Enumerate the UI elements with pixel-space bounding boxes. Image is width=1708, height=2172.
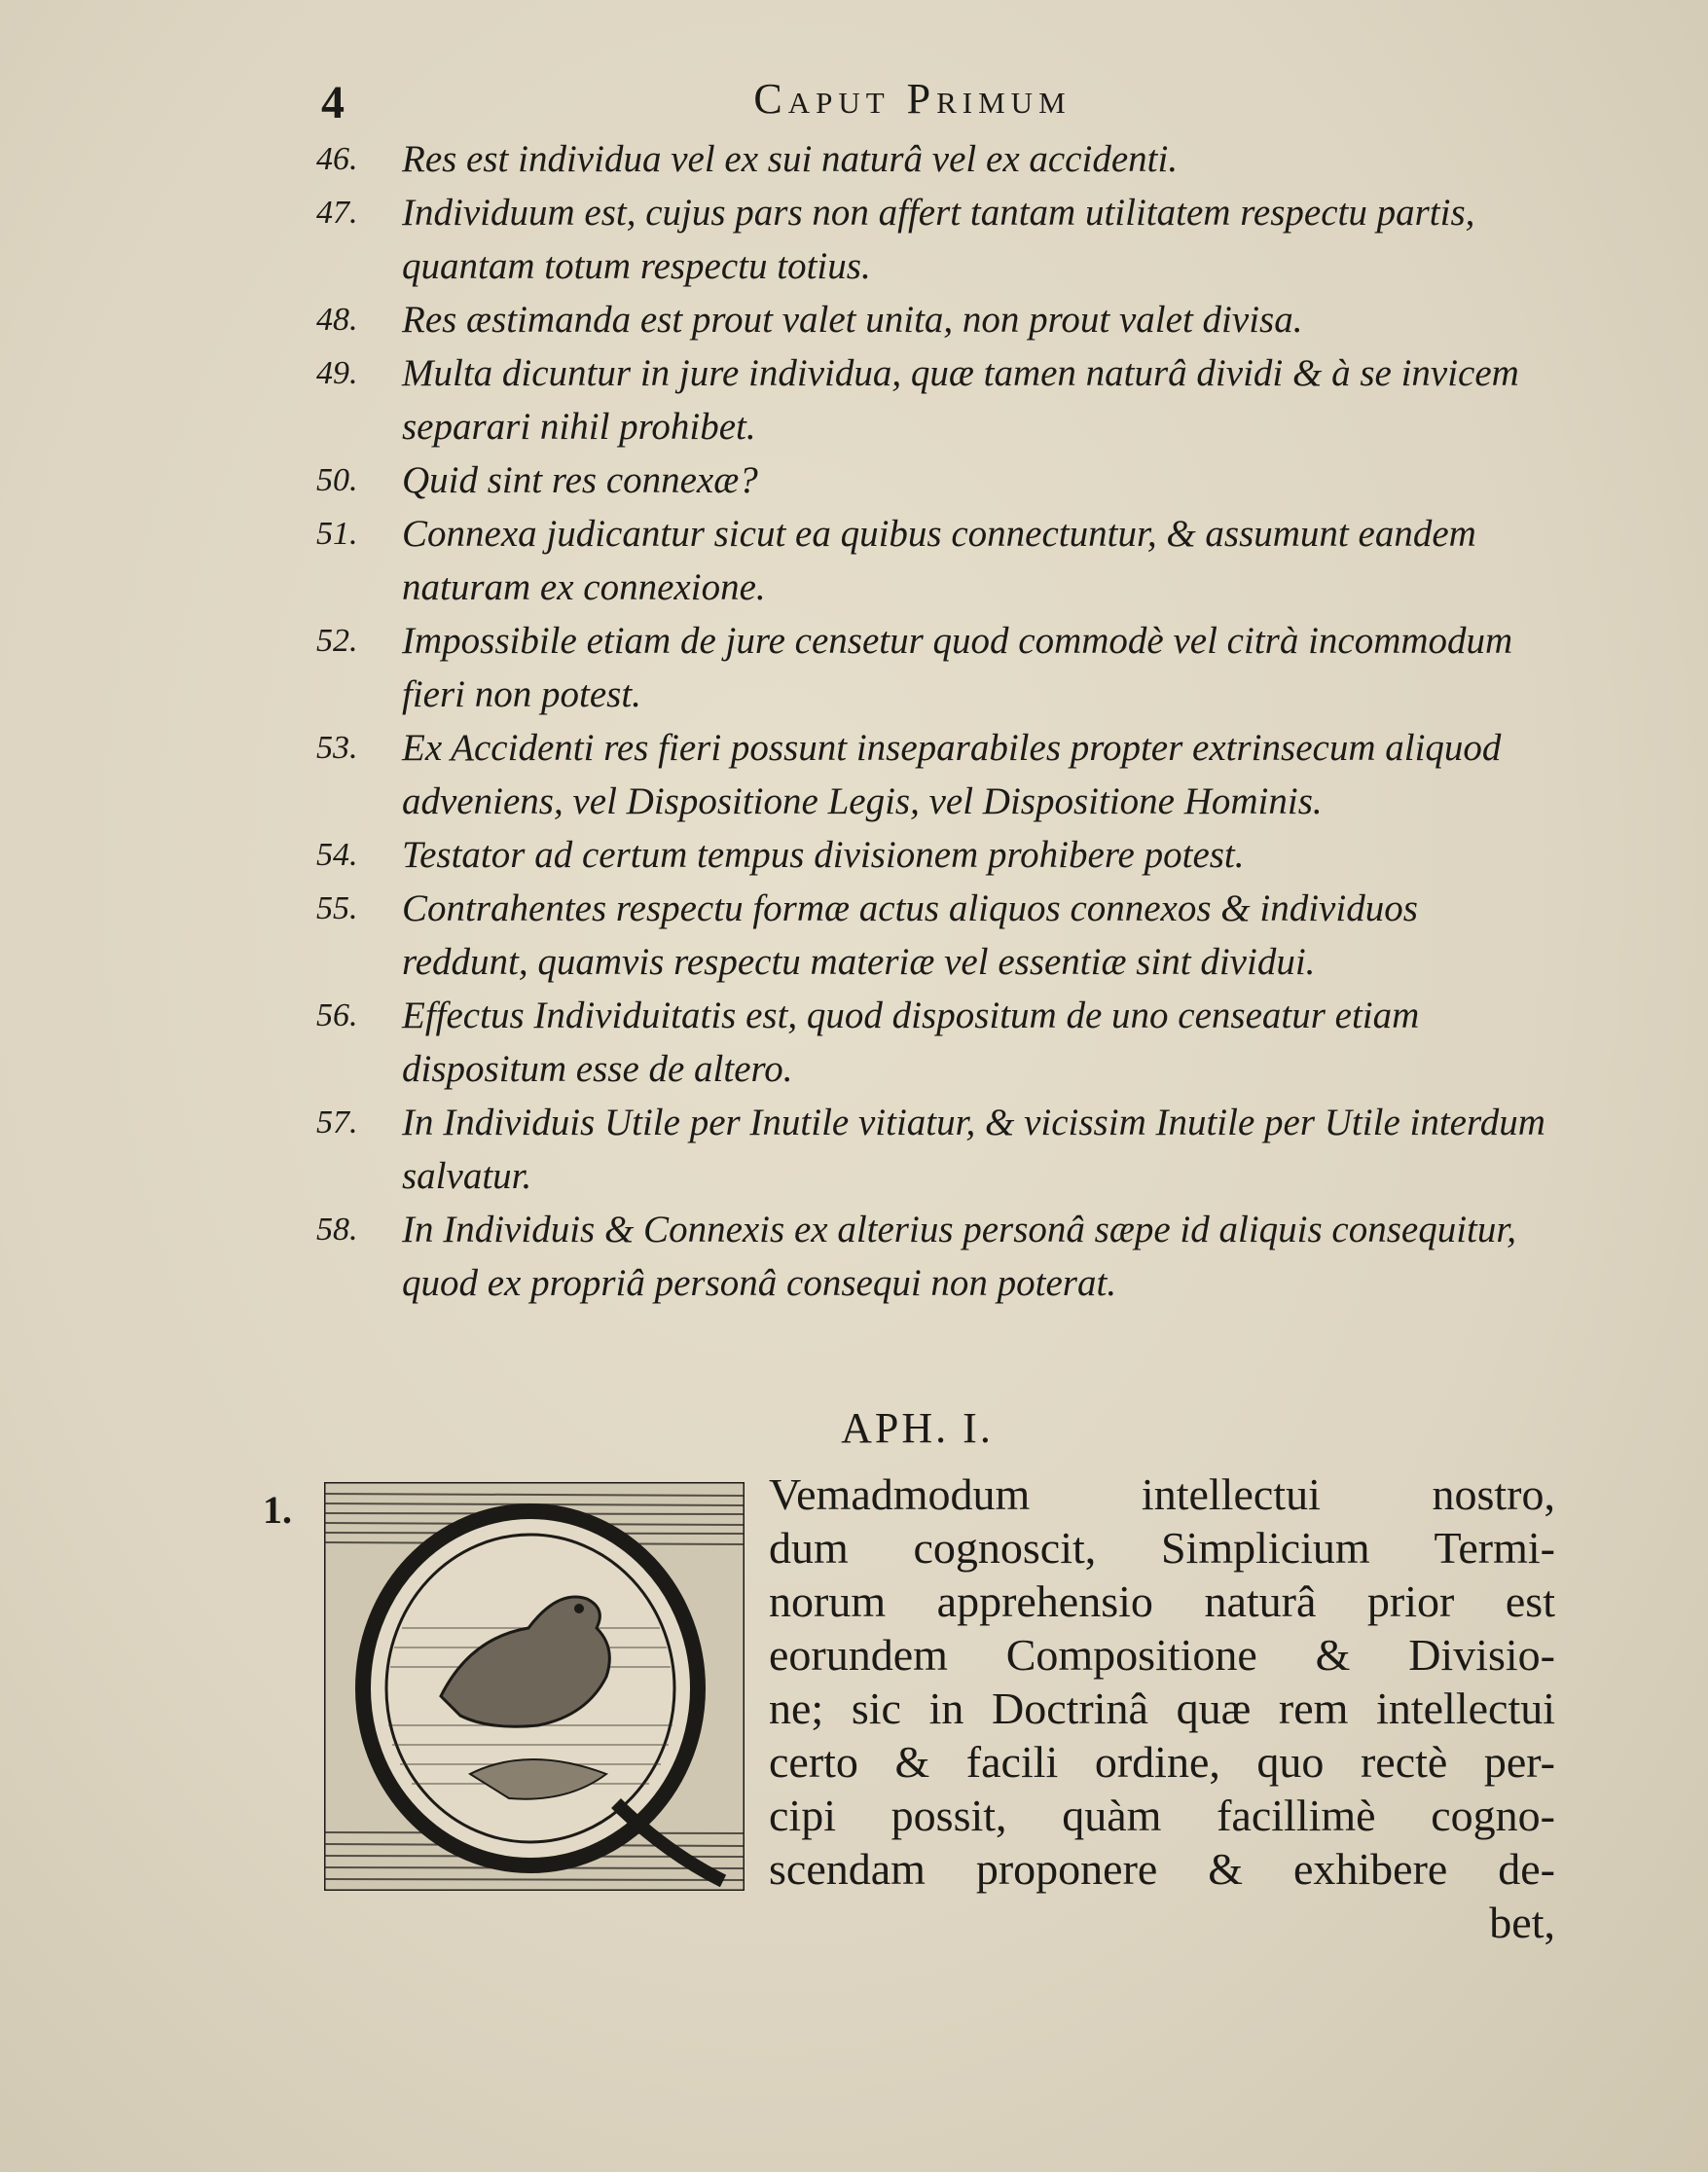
aphorism-46: [316, 132, 1552, 186]
body-line: Vemadmodum intellectui nostro,: [769, 1469, 1555, 1519]
aphorism-number: 48.: [316, 302, 358, 338]
decorated-initial-q: [324, 1482, 745, 1891]
aphorism-text: Quid sint res connexæ?: [402, 459, 758, 501]
aphorism-text: Connexa judicantur sicut ea quibus connectuntur, & assumunt eandem naturam ex connexione.: [402, 513, 1476, 608]
body-line: cipi possit, quàm facillimè cogno-: [769, 1791, 1555, 1840]
aphorism-55: [316, 882, 1552, 989]
body-line: ne; sic in Doctrinâ quæ rem intellectui: [769, 1683, 1555, 1733]
body-line: dum cognoscit, Simplicium Termi-: [769, 1523, 1555, 1573]
aphorism-text: Testator ad certum tempus divisionem prohibere potest.: [402, 834, 1245, 876]
body-line: norum apprehensio naturâ prior est: [769, 1576, 1555, 1626]
body-line: eorundem Compositione & Divisio-: [769, 1630, 1555, 1680]
aphorism-text: Individuum est, cujus pars non affert tantam utilitatem respectu partis, quantam totum respectu totius.: [402, 192, 1475, 287]
body-line: certo & facili ordine, quo rectè per-: [769, 1737, 1555, 1787]
aphorism-list: [316, 132, 1552, 1310]
running-title: Caput Primum: [753, 75, 1072, 123]
aphorism-48: [316, 293, 1552, 346]
aphorism-number: 47.: [316, 195, 358, 231]
aphorism-number: 58.: [316, 1212, 358, 1248]
section-heading: APH. I.: [841, 1404, 994, 1452]
aphorism-49: [316, 346, 1552, 453]
page-number: 4: [321, 77, 345, 128]
aphorism-text: Effectus Individuitatis est, quod dispositum de uno censeatur etiam dispositum esse de altero.: [402, 995, 1420, 1090]
aphorism-47: [316, 186, 1552, 293]
aphorism-text: Res æstimanda est prout valet unita, non prout valet divisa.: [402, 299, 1303, 341]
aphorism-54: [316, 828, 1552, 882]
aphorism-text: In Individuis Utile per Inutile vitiatur, & vicissim Inutile per Utile interdum salvatur.: [402, 1102, 1545, 1197]
aphorism-57: [316, 1096, 1552, 1203]
aphorism-number: 55.: [316, 890, 358, 926]
aphorism-number: 54.: [316, 837, 358, 873]
aphorism-number: 46.: [316, 141, 358, 177]
aphorism-58: [316, 1203, 1552, 1310]
aphorism-52: [316, 614, 1552, 721]
aphorism-number: 52.: [316, 623, 358, 659]
aphorism-text: Res est individua vel ex sui naturâ vel ex accidenti.: [402, 138, 1179, 180]
aphorism-51: [316, 507, 1552, 614]
body-line: bet,: [1489, 1898, 1555, 1947]
aphorism-number: 49.: [316, 355, 358, 391]
body-paragraph: [769, 1467, 1555, 1949]
aphorism-text: Multa dicuntur in jure individua, quæ tamen naturâ dividi & à se invicem separari nihil prohibet.: [402, 352, 1519, 448]
aphorism-50: [316, 453, 1552, 507]
aphorism-number: 51.: [316, 516, 358, 552]
aphorism-number: 57.: [316, 1104, 358, 1140]
aphorism-text: Contrahentes respectu formæ actus aliquos connexos & individuos reddunt, quamvis respectu materiæ vel essentiæ sint dividui.: [402, 887, 1418, 983]
aphorism-text: Ex Accidenti res fieri possunt inseparabiles propter extrinsecum aliquod adveniens, vel Dispositione Legis, vel Dispositione Hominis.: [402, 727, 1502, 822]
body-line: scendam proponere & exhibere de-: [769, 1844, 1555, 1894]
aphorism-56: [316, 989, 1552, 1096]
aphorism-53: [316, 721, 1552, 828]
paragraph-number: 1.: [263, 1488, 292, 1532]
aphorism-text: In Individuis & Connexis ex alterius personâ sæpe id aliquis consequitur, quod ex propriâ personâ consequi non poterat.: [402, 1209, 1516, 1304]
aphorism-number: 50.: [316, 462, 358, 498]
aphorism-number: 56.: [316, 997, 358, 1033]
aphorism-text: Impossibile etiam de jure censetur quod commodè vel citrà incommodum fieri non potest.: [402, 620, 1513, 715]
aphorism-number: 53.: [316, 730, 358, 766]
